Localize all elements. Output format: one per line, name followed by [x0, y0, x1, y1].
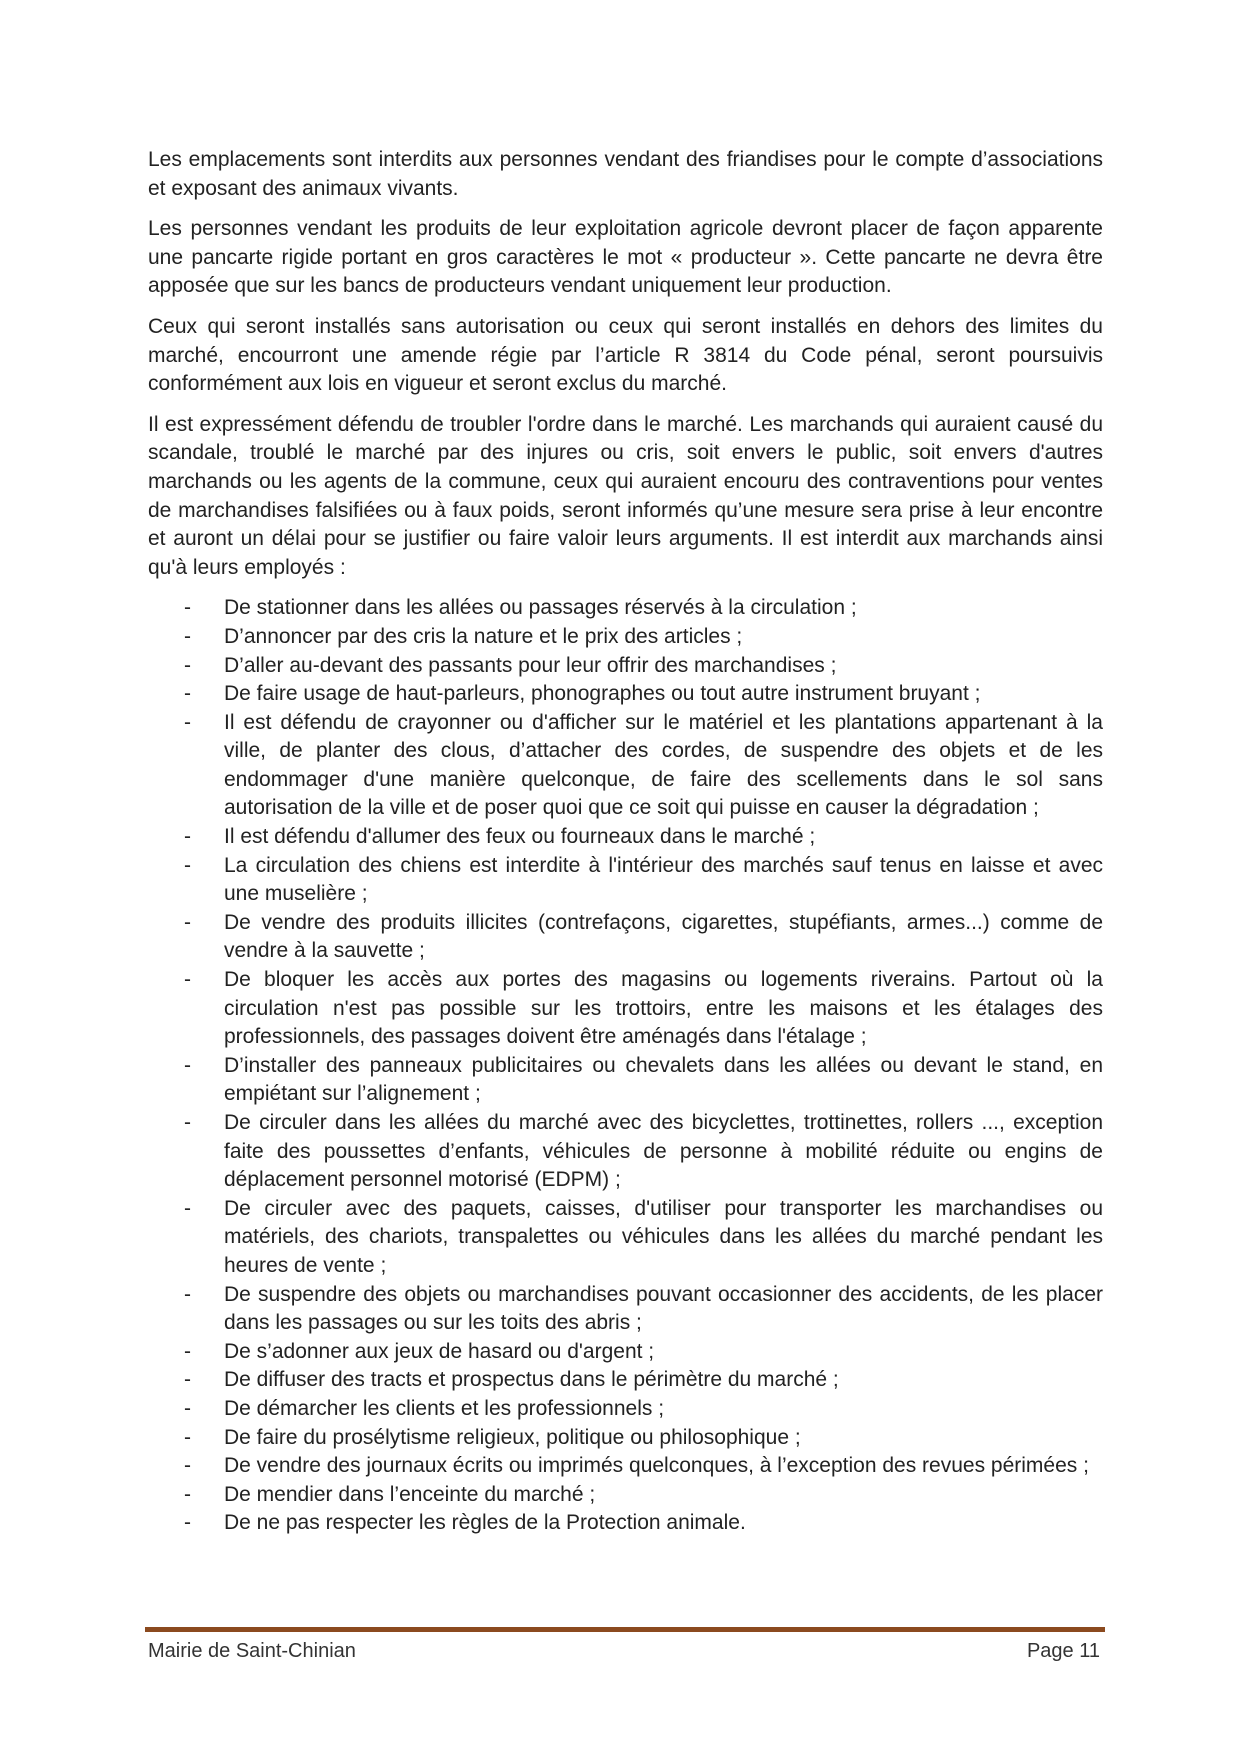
- list-item-text: De stationner dans les allées ou passages réservés à la circulation ;: [224, 596, 857, 620]
- list-item: [148, 1452, 1103, 1481]
- list-item: [148, 1195, 1103, 1281]
- list-item: [148, 1109, 1103, 1195]
- dash-marker: -: [184, 710, 191, 734]
- page-footer: [148, 1640, 1100, 1663]
- dash-marker: -: [184, 1511, 191, 1535]
- dash-marker: -: [184, 1339, 191, 1363]
- list-item-text: De ne pas respecter les règles de la Protection animale.: [224, 1511, 746, 1535]
- list-item-text: La circulation des chiens est interdite à l'intérieur des marchés sauf tenus en laisse et avec une muselière ;: [224, 853, 1103, 906]
- dash-marker: -: [184, 1282, 191, 1306]
- list-item: [148, 1338, 1103, 1367]
- dash-marker: -: [184, 968, 191, 992]
- list-item: [148, 1481, 1103, 1510]
- list-item: [148, 823, 1103, 852]
- dash-marker: -: [184, 1454, 191, 1478]
- list-item-text: De s’adonner aux jeux de hasard ou d'argent ;: [224, 1339, 655, 1363]
- list-item: [148, 594, 1103, 623]
- list-item-text: Il est défendu de crayonner ou d'afficher sur le matériel et les plantations appartenant à la ville, de planter des clous, d’attacher des cordes, de suspendre des objets et de les endommager d'une manière quelconque, de faire des scellements dans le sol sans autorisation de la ville et de poser quoi que ce soit qui puisse en causer la dégradation ;: [224, 710, 1103, 820]
- list-item-text: De vendre des journaux écrits ou imprimés quelconques, à l’exception des revues périmées ;: [224, 1454, 1089, 1478]
- list-item-text: De suspendre des objets ou marchandises pouvant occasionner des accidents, de les placer dans les passages ou sur les toits des abris ;: [224, 1282, 1103, 1335]
- list-item: [148, 1052, 1103, 1109]
- list-item: [148, 966, 1103, 1052]
- list-item-text: D’annoncer par des cris la nature et le prix des articles ;: [224, 624, 743, 648]
- dash-marker: -: [184, 1396, 191, 1420]
- dash-marker: -: [184, 853, 191, 877]
- page-number: Page 11: [1026, 1640, 1100, 1662]
- dash-marker: -: [184, 624, 191, 648]
- list-item: [148, 1395, 1103, 1424]
- list-item: [148, 1509, 1103, 1538]
- dash-marker: -: [184, 596, 191, 620]
- dash-marker: -: [184, 1482, 191, 1506]
- list-item: [148, 623, 1103, 652]
- list-item: [148, 709, 1103, 823]
- document-body: [148, 146, 1103, 1538]
- dash-marker: -: [184, 1425, 191, 1449]
- dash-marker: -: [184, 682, 191, 706]
- dash-marker: -: [184, 1196, 191, 1220]
- list-item-text: Il est défendu d'allumer des feux ou fourneaux dans le marché ;: [224, 825, 816, 849]
- list-item: [148, 909, 1103, 966]
- list-item: [148, 652, 1103, 681]
- footer-organization: Mairie de Saint-Chinian: [148, 1640, 356, 1662]
- list-item-text: De bloquer les accès aux portes des magasins ou logements riverains. Partout où la circulation n'est pas possible sur les trottoirs, entre les maisons et les étalages des professionnels, des passages doivent être aménagés dans l'étalage ;: [224, 968, 1103, 1049]
- list-item: [148, 680, 1103, 709]
- dash-marker: -: [184, 825, 191, 849]
- dash-marker: -: [184, 1368, 191, 1392]
- list-item-text: De circuler dans les allées du marché avec des bicyclettes, trottinettes, rollers ..., exception faite des poussettes d’enfants, véhicules de personne à mobilité réduite ou engins de déplacement personnel motorisé (EDPM) ;: [224, 1111, 1103, 1192]
- paragraph-emplacements: Les emplacements sont interdits aux personnes vendant des friandises pour le compte d’associations et exposant des animaux vivants.: [148, 148, 1103, 200]
- dash-marker: -: [184, 1053, 191, 1077]
- dash-marker: -: [184, 1111, 191, 1134]
- list-item-text: De mendier dans l’enceinte du marché ;: [224, 1482, 596, 1506]
- list-item-text: De démarcher les clients et les professionnels ;: [224, 1396, 665, 1420]
- list-item-text: De vendre des produits illicites (contrefaçons, cigarettes, stupéfiants, armes...) comme de vendre à la sauvette ;: [224, 910, 1103, 963]
- paragraph-ordre-marche: Il est expressément défendu de troubler l'ordre dans le marché. Les marchands qui auraient causé du scandale, troublé le marché par des injures ou cris, soit envers le public, soit envers d'autres marchands ou les agents de la commune, ceux qui auraient encouru des contraventions pour ventes de marchandises falsifiées ou à faux poids, seront informés qu’une mesure sera prise à leur encontre et auront un délai pour se justifier ou faire valoir leurs arguments. Il est interdit aux marchands ainsi qu'à leurs employés :: [148, 412, 1103, 579]
- list-item-text: D’aller au-devant des passants pour leur offrir des marchandises ;: [224, 653, 837, 677]
- list-item: [148, 1424, 1103, 1453]
- paragraph-producteurs: Les personnes vendant les produits de leur exploitation agricole devront placer de façon apparente une pancarte rigide portant en gros caractères le mot « producteur ». Cette pancarte ne devra être apposée que sur les bancs de producteurs vendant uniquement leur production.: [148, 217, 1103, 298]
- paragraph-sans-autorisation: Ceux qui seront installés sans autorisation ou ceux qui seront installés en dehors des limites du marché, encourront une amende régie par l’article R 3814 du Code pénal, seront poursuivis conformément aux lois en vigueur et seront exclus du marché.: [148, 314, 1103, 396]
- dash-marker: -: [184, 653, 191, 677]
- list-item-text: De circuler avec des paquets, caisses, d'utiliser pour transporter les marchandises ou matériels, des chariots, transpalettes ou véhicules dans les allées du marché pendant les heures de vente ;: [224, 1196, 1103, 1277]
- list-item: [148, 1281, 1103, 1338]
- list-item-text: De diffuser des tracts et prospectus dans le périmètre du marché ;: [224, 1368, 839, 1392]
- list-item-text: De faire du prosélytisme religieux, politique ou philosophique ;: [224, 1425, 801, 1449]
- list-item: [148, 852, 1103, 909]
- dash-marker: -: [184, 910, 191, 934]
- footer-divider: [145, 1627, 1105, 1632]
- list-item-text: De faire usage de haut-parleurs, phonographes ou tout autre instrument bruyant ;: [224, 682, 981, 706]
- list-item-text: D’installer des panneaux publicitaires ou chevalets dans les allées ou devant le stand, en empiétant sur l’alignement ;: [224, 1053, 1103, 1106]
- list-item: [148, 1366, 1103, 1395]
- prohibitions-list: [148, 594, 1103, 1538]
